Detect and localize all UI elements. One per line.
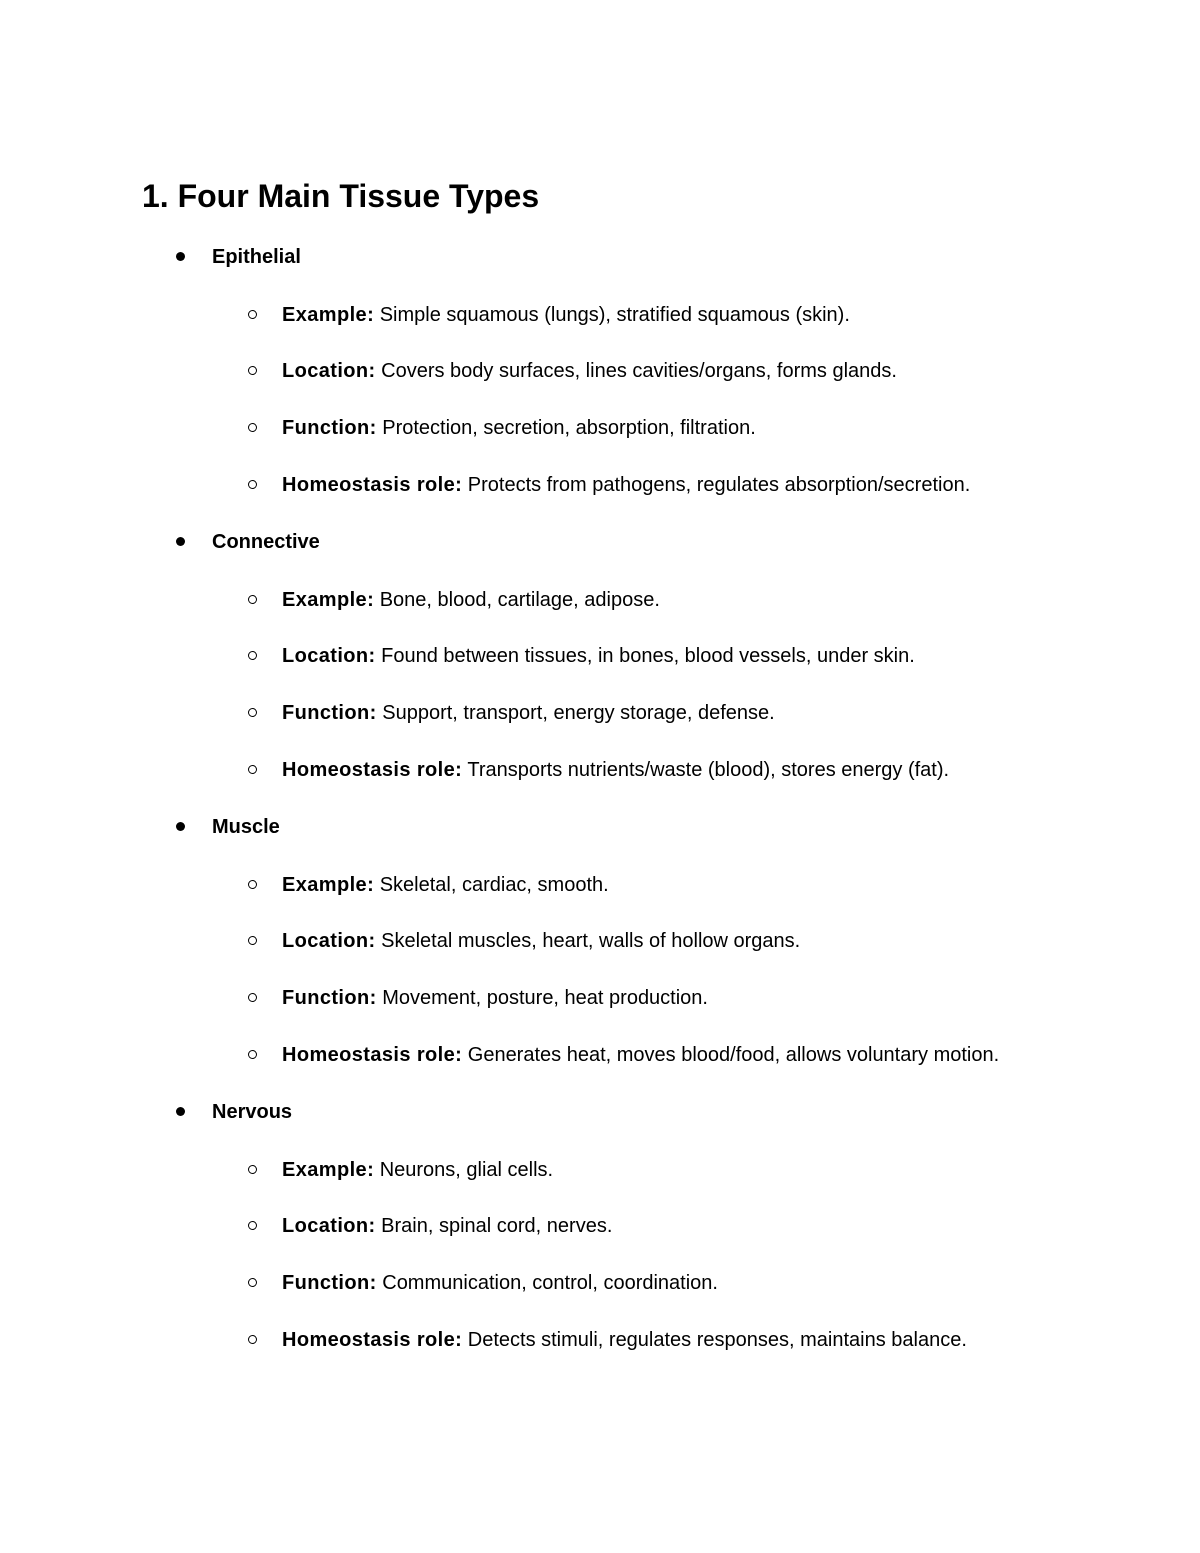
detail-value: Bone, blood, cartilage, adipose. (374, 589, 660, 611)
detail-label: Example: (282, 1159, 375, 1181)
circle-bullet-icon (248, 1165, 257, 1174)
circle-bullet-icon (248, 936, 257, 945)
detail-value: Simple squamous (lungs), stratified squamous (skin). (374, 304, 850, 326)
circle-bullet-icon (248, 423, 257, 432)
disc-bullet-icon (176, 822, 185, 831)
detail-value: Detects stimuli, regulates responses, maintains balance. (462, 1329, 967, 1351)
circle-bullet-icon (248, 765, 257, 774)
circle-bullet-icon (248, 1278, 257, 1287)
detail-text (282, 983, 708, 1013)
detail-value: Generates heat, moves blood/food, allows voluntary motion. (462, 1044, 1000, 1066)
detail-label: Location: (282, 645, 376, 667)
detail-text (282, 1040, 999, 1070)
circle-bullet-icon (248, 310, 257, 319)
detail-text (282, 1268, 718, 1298)
detail-label: Homeostasis role: (282, 474, 463, 496)
detail-value: Protects from pathogens, regulates absorption/secretion. (462, 474, 971, 496)
detail-label: Location: (282, 1215, 376, 1237)
tissue-name: Nervous (212, 1101, 293, 1123)
detail-text (282, 1155, 553, 1185)
detail-value: Skeletal, cardiac, smooth. (374, 874, 609, 896)
disc-bullet-icon (176, 252, 185, 261)
detail-text (282, 1325, 967, 1355)
detail-text (282, 356, 897, 386)
disc-bullet-icon (176, 1107, 185, 1116)
detail-label: Function: (282, 702, 377, 724)
detail-label: Example: (282, 304, 375, 326)
detail-label: Example: (282, 589, 375, 611)
detail-label: Function: (282, 1272, 377, 1294)
circle-bullet-icon (248, 708, 257, 717)
tissue-name: Muscle (212, 816, 280, 838)
detail-value: Covers body surfaces, lines cavities/organs, forms glands. (375, 360, 897, 382)
circle-bullet-icon (248, 651, 257, 660)
detail-text (282, 470, 970, 500)
detail-value: Neurons, glial cells. (374, 1159, 554, 1181)
detail-label: Function: (282, 417, 377, 439)
detail-value: Brain, spinal cord, nerves. (375, 1215, 613, 1237)
section-heading: 1. Four Main Tissue Types (142, 178, 540, 214)
detail-label: Location: (282, 930, 376, 952)
detail-text (282, 870, 609, 900)
circle-bullet-icon (248, 1221, 257, 1230)
detail-value: Skeletal muscles, heart, walls of hollow organs. (375, 930, 801, 952)
detail-label: Homeostasis role: (282, 1044, 463, 1066)
tissue-name: Epithelial (212, 246, 301, 268)
circle-bullet-icon (248, 880, 257, 889)
detail-value: Protection, secretion, absorption, filtration. (376, 417, 756, 439)
circle-bullet-icon (248, 993, 257, 1002)
detail-label: Example: (282, 874, 375, 896)
detail-text (282, 300, 850, 330)
circle-bullet-icon (248, 480, 257, 489)
detail-text (282, 698, 775, 728)
circle-bullet-icon (248, 595, 257, 604)
detail-value: Support, transport, energy storage, defense. (376, 702, 775, 724)
detail-value: Found between tissues, in bones, blood vessels, under skin. (375, 645, 915, 667)
detail-label: Homeostasis role: (282, 1329, 463, 1351)
detail-value: Transports nutrients/waste (blood), stores energy (fat). (462, 759, 950, 781)
detail-text (282, 1211, 612, 1241)
detail-label: Function: (282, 987, 377, 1009)
detail-text (282, 755, 949, 785)
detail-text (282, 641, 915, 671)
disc-bullet-icon (176, 537, 185, 546)
detail-label: Homeostasis role: (282, 759, 463, 781)
detail-label: Location: (282, 360, 376, 382)
circle-bullet-icon (248, 1050, 257, 1059)
detail-text (282, 413, 756, 443)
detail-value: Communication, control, coordination. (376, 1272, 718, 1294)
detail-value: Movement, posture, heat production. (376, 987, 708, 1009)
detail-text (282, 585, 660, 615)
detail-text (282, 926, 800, 956)
tissue-name: Connective (212, 531, 320, 553)
circle-bullet-icon (248, 1335, 257, 1344)
circle-bullet-icon (248, 366, 257, 375)
